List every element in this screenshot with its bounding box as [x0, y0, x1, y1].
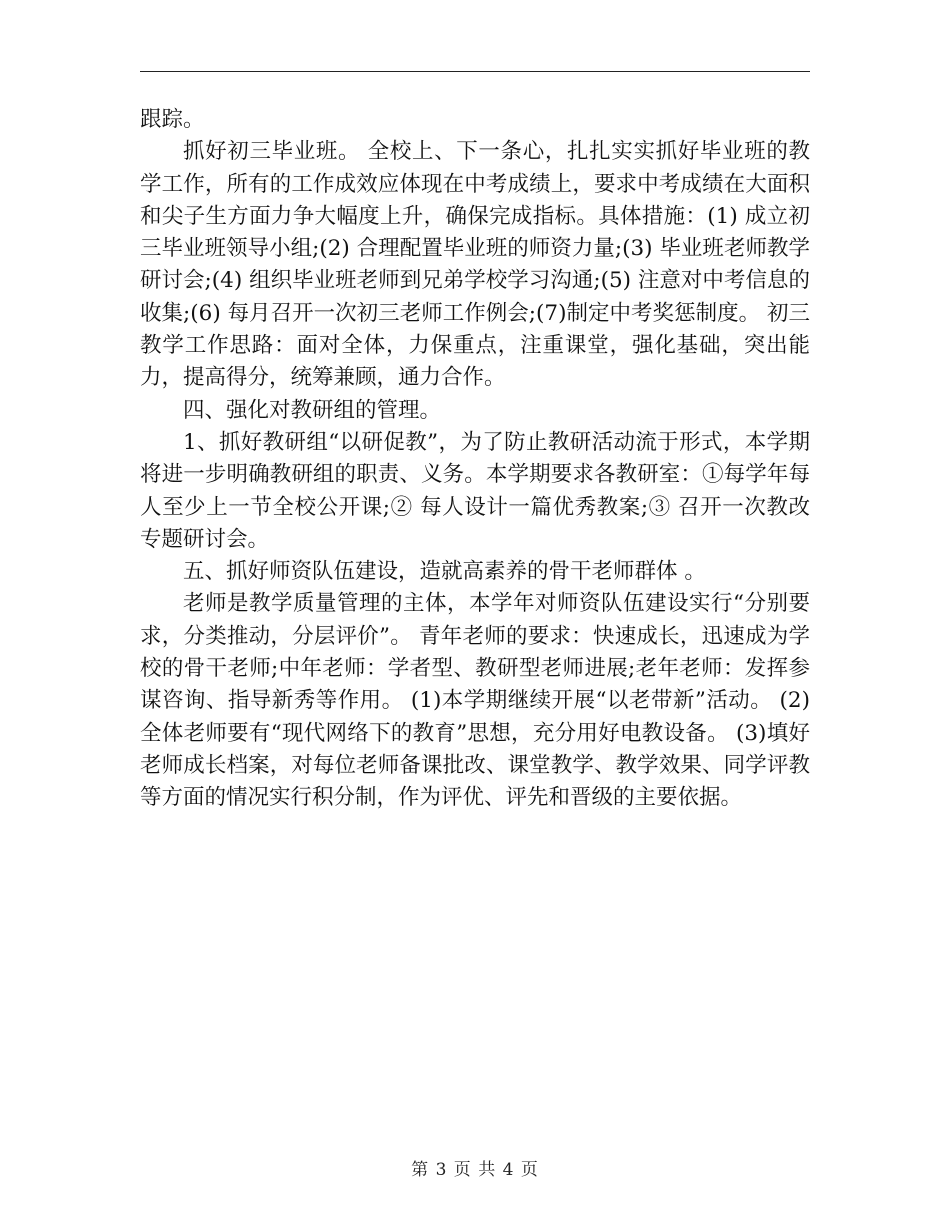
- paragraph-teacher-team: 老师是教学质量管理的主体，本学年对师资队伍建设实行“分别要求，分类推动，分层评价”。 青年老师的要求：快速成长，迅速成为学校的骨干老师;中年老师：学者型、教研型老师进展;老年老师：发挥参谋咨询、指导新秀等作用。 (1)本学期继续开展“以老带新”活动。 (2)全体老师要有“现代网络下的教育”思想，充分用好电教设备。 (3)填好老师成长档案，对每位老师备课批改、课堂教学、教学效果、同学评教等方面的情况实行积分制，作为评优、评先和晋级的主要依据。: [140, 591, 810, 811]
- paragraph-continuation: 跟踪。: [140, 107, 205, 132]
- section-heading-teaching-research-groups: 四、强化对教研组的管理。: [183, 397, 442, 423]
- document-body: [140, 104, 810, 815]
- paragraph-graduating-class: 抓好初三毕业班。 全校上、下一条心，扎扎实实抓好毕业班的教学工作，所有的工作成效应体现在中考成绩上，要求中考成绩在大面积和尖子生方面力争大幅度上升，确保完成指标。具体措施：(1) 成立初三毕业班领导小组;(2) 合理配置毕业班的师资力量;(3) 毕业班老师教学研讨会;(4) 组织毕业班老师到兄弟学校学习沟通;(5) 注意对中考信息的收集;(6) 每月召开一次初三老师工作例会;(7)制定中考奖惩制度。 初三教学工作思路：面对全体，力保重点，注重课堂，强化基础，突出能力，提高得分，统筹兼顾，通力合作。: [140, 139, 810, 391]
- paragraph-teaching-research-groups: 1、抓好教研组“以研促教”，为了防止教研活动流于形式，本学期将进一步明确教研组的职责、义务。本学期要求各教研室：①每学年每人至少上一节全校公开课;② 每人设计一篇优秀教案;③ 召开一次教改专题研讨会。: [140, 429, 810, 552]
- page-number-footer: 第 3 页 共 4 页: [411, 1160, 539, 1180]
- header-divider: [140, 71, 810, 72]
- section-heading-teacher-team: 五、抓好师资队伍建设，造就高素养的骨干老师群体 。: [183, 559, 706, 585]
